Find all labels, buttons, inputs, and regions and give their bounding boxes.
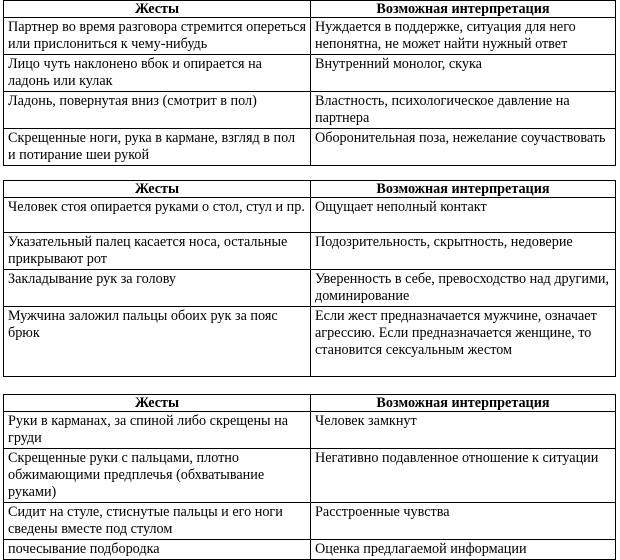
interpretation-cell: Властность, психологическое давление на партнера	[311, 92, 616, 129]
table-row	[4, 307, 616, 377]
table-header-row	[4, 181, 616, 198]
interpretation-cell: Если жест предназначается мужчине, означает агрессию. Если предназначается женщине, то становится сексуальным жестом	[311, 307, 616, 377]
table-row	[4, 503, 616, 540]
interpretation-cell: Расстроенные чувства	[311, 503, 616, 540]
table-row	[4, 412, 616, 449]
gesture-cell: Закладывание рук за голову	[4, 270, 311, 307]
gesture-cell: Партнер во время разговора стремится опереться или прислониться к чему-нибудь	[4, 18, 311, 55]
table-row	[4, 92, 616, 129]
table-row	[4, 233, 616, 270]
interpretation-cell: Человек замкнут	[311, 412, 616, 449]
gesture-cell: Мужчина заложил пальцы обоих рук за пояс брюк	[4, 307, 311, 377]
gesture-cell: Скрещенные ноги, рука в кармане, взгляд в пол и потирание шеи рукой	[4, 129, 311, 166]
column-header-gestures: Жесты	[4, 1, 311, 18]
gesture-cell: Руки в карманах, за спиной либо скрещены на груди	[4, 412, 311, 449]
gesture-cell: Ладонь, повернутая вниз (смотрит в пол)	[4, 92, 311, 129]
gesture-cell: Указательный палец касается носа, остальные прикрывают рот	[4, 233, 311, 270]
interpretation-cell: Оборонительная поза, нежелание соучаствовать	[311, 129, 616, 166]
column-header-interpretation: Возможная интерпретация	[311, 1, 616, 18]
interpretation-cell: Внутренний монолог, скука	[311, 55, 616, 92]
interpretation-cell: Оценка предлагаемой информации	[311, 540, 616, 560]
column-header-gestures: Жесты	[4, 181, 311, 198]
column-header-gestures: Жесты	[4, 395, 311, 412]
table-row	[4, 55, 616, 92]
gesture-cell: Сидит на стуле, стиснутые пальцы и его ноги сведены вместе под стулом	[4, 503, 311, 540]
gesture-cell: Скрещенные руки с пальцами, плотно обжимающими предплечья (обхватывание руками)	[4, 449, 311, 503]
interpretation-cell: Уверенность в себе, превосходство над другими, доминирование	[311, 270, 616, 307]
interpretation-cell: Нуждается в поддержке, ситуация для него непонятна, не может найти нужный ответ	[311, 18, 616, 55]
table-row	[4, 198, 616, 233]
table-row	[4, 129, 616, 166]
gestures-table-2	[3, 180, 616, 377]
table-header-row	[4, 1, 616, 18]
interpretation-cell: Негативно подавленное отношение к ситуации	[311, 449, 616, 503]
table-row	[4, 18, 616, 55]
gesture-cell: Лицо чуть наклонено вбок и опирается на ладонь или кулак	[4, 55, 311, 92]
interpretation-cell: Ощущает неполный контакт	[311, 198, 616, 233]
table-row	[4, 449, 616, 503]
column-header-interpretation: Возможная интерпретация	[311, 181, 616, 198]
gestures-table-1	[3, 0, 616, 166]
gesture-cell: почесывание подбородка	[4, 540, 311, 560]
table-row	[4, 540, 616, 560]
interpretation-cell: Подозрительность, скрытность, недоверие	[311, 233, 616, 270]
table-row	[4, 270, 616, 307]
gesture-cell: Человек стоя опирается руками о стол, стул и пр.	[4, 198, 311, 233]
column-header-interpretation: Возможная интерпретация	[311, 395, 616, 412]
table-header-row	[4, 395, 616, 412]
gestures-table-3	[3, 394, 616, 560]
